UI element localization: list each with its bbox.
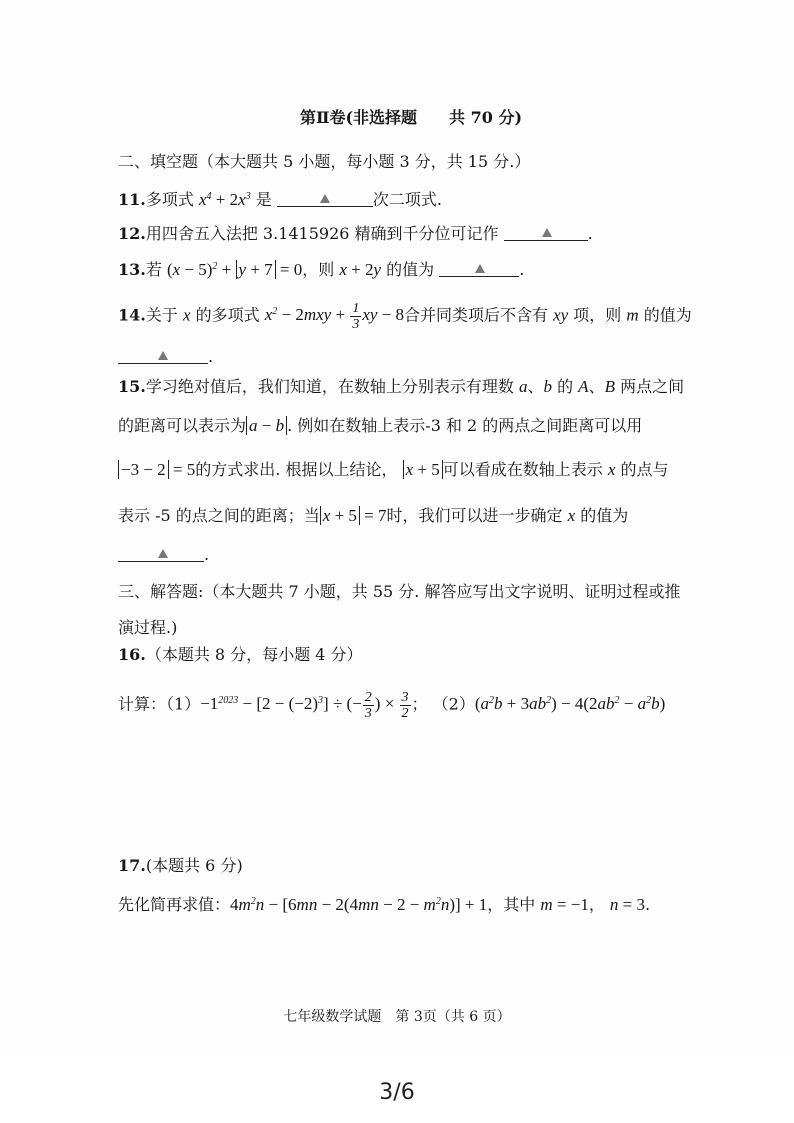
- section3-title-line1: 三、解答题:（本大题共 7 小题，共 55 分. 解答应写出文字说明、证明过程或推: [118, 582, 681, 601]
- q16-label: 计算：: [118, 694, 167, 714]
- q11-number: 11.: [118, 190, 146, 209]
- section-header: 第Ⅱ卷(非选择题 共 70 分): [300, 108, 523, 127]
- q15-condition: x + 5: [320, 506, 360, 525]
- q15-line4b: 时，我们可以进一步确定: [386, 506, 563, 525]
- q16-title: （本题共 8 分，每小题 4 分）: [145, 645, 363, 664]
- q13-formula: $(x - 5)^2 + y + 7 = 0$: [166, 260, 303, 279]
- q17-formula: $4m^2n - [6mn - 2(4mn - 2 - m^2n)] + 1$: [230, 895, 488, 914]
- q14-var-m: m: [626, 305, 639, 325]
- q16-part1-formula: $-1^{2023} - [2 - (-2)^3]$ ÷ (− $\frac{2}{3}$ ) × $\frac{3}{2}$: [200, 690, 409, 721]
- section3-title-line2: 演过程.): [118, 618, 178, 637]
- question-17-title: [118, 856, 243, 876]
- q15-point-b: B: [604, 377, 615, 396]
- q11-text-b: 是: [255, 190, 272, 209]
- q15-line2b: . 例如在数轴上表示-3 和 2 的两点之间距离可以用: [287, 416, 643, 435]
- answer-blank-12[interactable]: [504, 224, 588, 241]
- q15-number: 15.: [118, 377, 146, 396]
- q15-line1: 学习绝对值后，我们知道，在数轴上分别表示有理数: [145, 377, 514, 396]
- triangle-icon: [320, 194, 330, 203]
- q15-line3a: 的方式求出. 根据以上结论，: [195, 460, 398, 479]
- q14-formula: $x^2 - 2mxy$ + $\frac{1}{3}$ xy − 8: [264, 301, 404, 332]
- q15-var-x2: x: [567, 506, 576, 525]
- page-indicator: 3/6: [379, 1080, 415, 1105]
- question-15-line2: [118, 416, 642, 436]
- q14-text-c: 合并同类项后不含有: [404, 305, 549, 325]
- q14-term-xy: xy: [553, 305, 569, 325]
- question-16-body: 计算：$(1)-1^{2023} - [2 - (-2)^3]$ ÷ (− $\frac{2}{3}$ ) × $\frac{3}{2}$ ； $(2)(a^2b + 3ab^2) - 4(2ab^2 - a^2b)$: [118, 690, 666, 721]
- q11-text-c: 次二项式.: [372, 190, 442, 209]
- q17-condition-n: n = 3: [609, 895, 646, 914]
- q13-text-b: ，则: [302, 260, 335, 279]
- question-15-line1: 15.学习绝对值后，我们知道，在数轴上分别表示有理数 a、b 的 A、B 两点之间: [118, 377, 685, 396]
- question-13: [118, 260, 524, 280]
- q15-line4c: 的值为: [580, 506, 629, 525]
- q15-end: .: [204, 545, 210, 564]
- answer-blank-15[interactable]: [118, 545, 204, 562]
- q17-number: 17.: [118, 856, 146, 875]
- q15-line4a: 表示 -5 的点之间的距离；当: [118, 506, 320, 525]
- q17-title: (本题共 6 分): [145, 856, 243, 875]
- q15-line3c: 的点与: [620, 460, 669, 479]
- q13-end: .: [519, 260, 525, 279]
- answer-blank-11[interactable]: [277, 190, 373, 207]
- q13-number: 13.: [118, 260, 146, 279]
- q17-where: ，其中: [487, 895, 536, 914]
- question-14: [118, 301, 692, 332]
- q16-part1-label: （1）: [166, 694, 201, 714]
- q15-line1b: 的: [557, 377, 574, 396]
- q12-end: .: [587, 224, 593, 243]
- q17-condition: m = −1: [540, 895, 589, 914]
- fraction-one-third: $\frac{1}{3}$: [352, 301, 360, 332]
- q13-text-a: 若: [145, 260, 162, 279]
- q16-part2-label: （2）: [432, 694, 475, 714]
- q14-number: 14.: [118, 305, 146, 325]
- q14-text-b: 的多项式: [195, 305, 260, 325]
- question-17-body: 先化简再求值：$4m^2n - [6mn - 2(4mn - 2 - m^2n)] + 1$，其中 m = −1， n = 3.: [118, 895, 651, 914]
- answer-blank-13[interactable]: [439, 260, 519, 277]
- triangle-icon: [158, 351, 168, 360]
- q12-number: 12.: [118, 224, 146, 243]
- q15-example-result: = 5: [168, 460, 196, 479]
- q11-text-a: 多项式: [145, 190, 194, 209]
- q15-example-formula: −3 − 2: [118, 460, 169, 479]
- triangle-icon: [158, 549, 168, 558]
- q15-line2a: 的距离可以表示为: [118, 416, 247, 435]
- answer-blank-14[interactable]: [118, 347, 208, 364]
- q14-text-e: 的值为: [643, 305, 692, 325]
- q15-condition-value: = 7: [359, 506, 387, 525]
- question-14-answer: [118, 347, 213, 367]
- fraction-three-halves: $\frac{3}{2}$: [401, 690, 409, 721]
- q14-end: .: [208, 347, 214, 366]
- q14-text-a: 关于: [145, 305, 178, 325]
- q15-points: A: [578, 377, 589, 396]
- q13-expression: x + 2y: [339, 260, 382, 279]
- question-16-title: [118, 645, 363, 665]
- question-12: [118, 224, 593, 244]
- page-footer: 七年级数学试题 第 3页（共 6 页）: [283, 1009, 511, 1025]
- q15-abs-a-b: a − b: [246, 416, 287, 435]
- q14-var-x: x: [182, 305, 191, 325]
- q11-formula: $x^4 + 2x^3$: [198, 190, 251, 209]
- q15-vars-ab: a: [518, 377, 528, 396]
- q15-var-x: x: [607, 460, 616, 479]
- q17-label: 先化简再求值：: [118, 895, 231, 914]
- question-15-line4: [118, 506, 628, 526]
- triangle-icon: [542, 228, 552, 237]
- q15-var-b: b: [543, 377, 552, 396]
- fraction-two-thirds: $\frac{2}{3}$: [364, 690, 372, 721]
- q13-text-c: 的值为: [386, 260, 435, 279]
- triangle-icon: [475, 264, 485, 273]
- q14-text-d: 项，则: [573, 305, 622, 325]
- q16-part2-formula: $(a^2b + 3ab^2) - 4(2ab^2 - a^2b)$: [474, 694, 666, 714]
- question-15-line3: [118, 460, 668, 480]
- q15-abs-x-plus-5: x + 5: [403, 460, 443, 479]
- question-11: [118, 190, 442, 210]
- question-15-answer: [118, 545, 209, 565]
- section2-title: 二、填空题（本大题共 5 小题，每小题 3 分，共 15 分.）: [118, 152, 531, 171]
- q12-text: 用四舍五入法把 3.1415926 精确到千分位可记作: [145, 224, 499, 243]
- q16-number: 16.: [118, 645, 146, 664]
- q15-line3b: 可以看成在数轴上表示: [442, 460, 603, 479]
- q15-line1c: 两点之间: [620, 377, 685, 396]
